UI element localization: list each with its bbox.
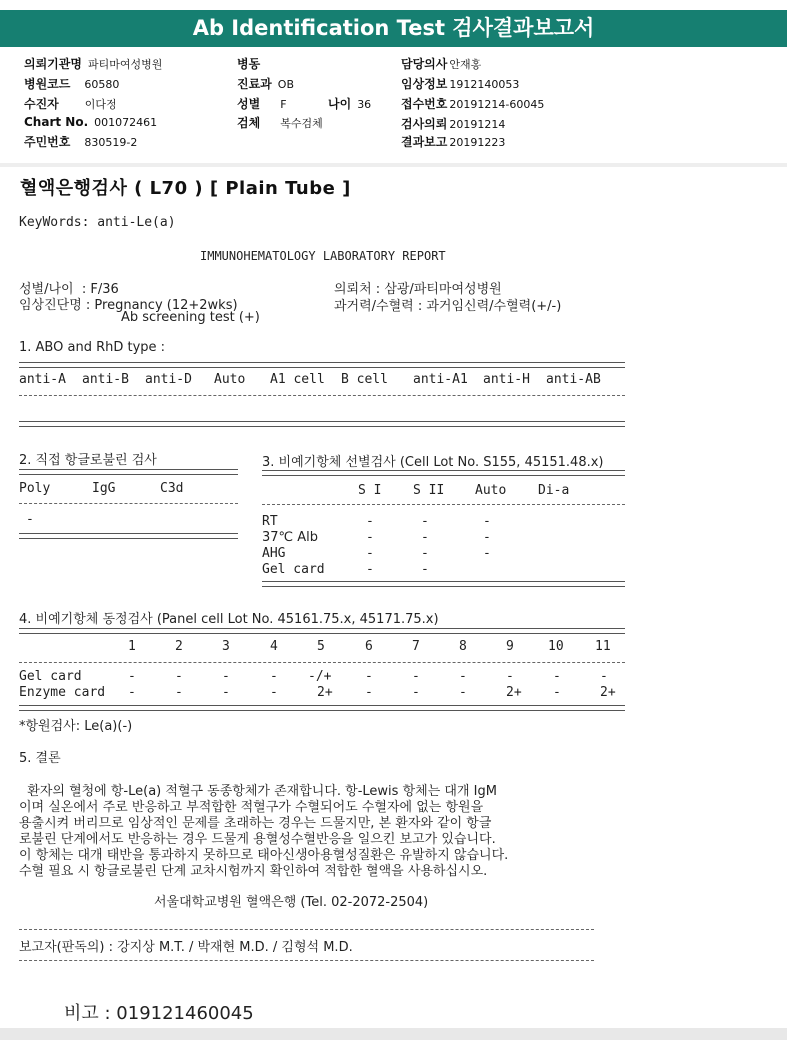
sec4-cell: - — [222, 669, 230, 684]
reporter: 보고자(판독의) : 강지상 M.T. / 박재현 M.D. / 김형석 M.D. — [19, 940, 353, 955]
sec3-row-label: RT — [262, 514, 278, 529]
sec4-row-label: Gel card — [19, 669, 82, 684]
remark: 비고 : 019121460045 — [64, 1003, 254, 1024]
top-strip — [0, 0, 787, 8]
lab-report — [0, 167, 787, 1027]
sec4-cell: - — [459, 669, 467, 684]
referrer: 의뢰처 : 삼광/파티마여성병원 — [334, 282, 502, 297]
sec3-header: S II — [413, 483, 445, 498]
info-specimen: 검체 복수검체 — [237, 116, 323, 130]
sec3-cell: - — [366, 530, 374, 545]
info-request: 검사의뢰 20191214 — [401, 117, 506, 131]
info-sex: 성별 F — [237, 97, 287, 111]
sec3-cell: - — [421, 530, 429, 545]
sec3-header: S I — [358, 483, 382, 498]
blood-bank-contact: 서울대학교병원 혈액은행 (Tel. 02-2072-2504) — [154, 895, 429, 910]
sec5-title: 5. 결론 — [19, 751, 61, 766]
sec4-header: 3 — [222, 639, 230, 654]
info-receipt: 접수번호 20191214-60045 — [401, 97, 545, 111]
sec1-header: B cell — [341, 372, 388, 387]
sec4-row-label: Enzyme card — [19, 685, 106, 700]
sex-age: 성별/나이 : F/36 — [19, 282, 119, 297]
conclusion-line: 용출시켜 버리므로 임상적인 문제를 초래하는 경우는 드물지만, 본 환자와 같이 항글 — [19, 816, 492, 831]
sec2-bottom-line — [19, 533, 238, 539]
sec4-cell: - — [365, 685, 373, 700]
sec1-header: anti-D — [145, 372, 192, 387]
lab-report-heading: IMMUNOHEMATOLOGY LABORATORY REPORT — [200, 249, 446, 263]
sec4-header: 11 — [595, 639, 611, 654]
sec3-cell: - — [366, 514, 374, 529]
sec1-header: anti-A — [19, 372, 66, 387]
sec4-cell: - — [600, 669, 608, 684]
sec4-cell: - — [222, 685, 230, 700]
sec3-bottom-line — [262, 581, 625, 587]
sec3-cell: - — [483, 546, 491, 561]
sec1-double-line — [19, 362, 625, 368]
sec4-header: 7 — [412, 639, 420, 654]
sec2-header: IgG — [92, 481, 116, 496]
sec4-header: 9 — [506, 639, 514, 654]
sec4-cell: 2+ — [600, 685, 616, 700]
diagnosis-line1: 임상진단명 : Pregnancy (12+2wks) — [19, 298, 238, 313]
sec1-header: anti-H — [483, 372, 530, 387]
sec3-cell: - — [483, 530, 491, 545]
sec4-cell: 2+ — [317, 685, 333, 700]
sec4-cell: - — [553, 685, 561, 700]
sec4-header: 10 — [548, 639, 564, 654]
info-ward: 병동 — [237, 57, 261, 71]
keywords: KeyWords: anti-Le(a) — [19, 215, 176, 230]
sec2-value: - — [26, 512, 34, 527]
sec3-header: Di-a — [538, 483, 570, 498]
info-dept: 진료과 OB — [237, 77, 294, 91]
sec4-dashed-line — [19, 662, 625, 663]
sec4-cell: - — [459, 685, 467, 700]
info-hospital: 의뢰기관명 파티마여성병원 — [24, 57, 163, 71]
sec1-dashed-line — [19, 395, 625, 396]
diagnosis-line2: Ab screening test (+) — [121, 310, 260, 325]
sec4-header: 1 — [128, 639, 136, 654]
sec3-row-label: AHG — [262, 546, 286, 561]
info-chart-no: Chart No. 001072461 — [24, 115, 158, 129]
sec4-cell: - — [506, 669, 514, 684]
sec3-header: Auto — [475, 483, 507, 498]
sec2-header: C3d — [160, 481, 184, 496]
sec4-cell: - — [270, 669, 278, 684]
sec4-cell: - — [365, 669, 373, 684]
sec4-cell: - — [270, 685, 278, 700]
sec4-header: 6 — [365, 639, 373, 654]
report-title: 혈액은행검사 ( L70 ) [ Plain Tube ] — [20, 178, 351, 199]
sec4-cell: - — [128, 669, 136, 684]
sec4-cell: - — [128, 685, 136, 700]
signature-bottom-line — [19, 960, 594, 961]
conclusion-line: 로불린 단계에서도 반응하는 경우 드물게 용혈성수혈반응을 일으킨 보고가 있습니다. — [19, 832, 496, 847]
sec1-header: A1 cell — [270, 372, 325, 387]
conclusion-line: 이 항체는 대개 태반을 통과하지 못하므로 태아신생아용혈성질환은 유발하지 않습니다. — [19, 848, 509, 863]
sec1-header: anti-A1 — [413, 372, 468, 387]
sec4-cell: - — [175, 685, 183, 700]
transfusion-history: 과거력/수혈력 : 과거임신력/수혈력(+/-) — [334, 299, 562, 314]
sec4-double-line — [19, 628, 625, 634]
sec2-header: Poly — [19, 481, 51, 496]
sec1-header: anti-AB — [546, 372, 601, 387]
info-doctor: 담당의사 안재홍 — [401, 57, 482, 71]
sec4-header: 5 — [317, 639, 325, 654]
sec3-cell: - — [421, 562, 429, 577]
sec1-bottom-line — [19, 421, 625, 427]
info-rrn: 주민번호 830519-2 — [24, 135, 138, 149]
sec4-cell: 2+ — [506, 685, 522, 700]
sec3-cell: - — [421, 514, 429, 529]
sec3-title: 3. 비예기항체 선별검사 (Cell Lot No. S155, 45151.48.x) — [262, 455, 604, 470]
sec4-cell: - — [412, 685, 420, 700]
info-result: 결과보고 20191223 — [401, 135, 506, 149]
sec3-dashed-line — [262, 504, 625, 505]
conclusion-line: 이며 실온에서 주로 반응하고 부적합한 적혈구가 수혈되어도 수혈자에 없는 항원을 — [19, 800, 484, 815]
info-age: 나이 36 — [328, 97, 372, 111]
sec2-dashed-line — [19, 503, 238, 504]
sec1-header: Auto — [214, 372, 246, 387]
bottom-strip — [0, 1028, 787, 1040]
sec4-cell: - — [412, 669, 420, 684]
sec4-title: 4. 비예기항체 동정검사 (Panel cell Lot No. 45161.75.x, 45171.75.x) — [19, 612, 439, 627]
sec3-cell: - — [366, 562, 374, 577]
sec3-cell: - — [483, 514, 491, 529]
sec4-bottom-line — [19, 705, 625, 711]
patient-info-panel — [0, 47, 787, 164]
sec4-header: 8 — [459, 639, 467, 654]
sec1-header: anti-B — [82, 372, 129, 387]
sec3-cell: - — [366, 546, 374, 561]
conclusion-line: 환자의 혈청에 항-Le(a) 적혈구 동종항체가 존재합니다. 항-Lewis 항체는 대개 IgM — [19, 784, 497, 799]
info-collector: 수진자 이다정 — [24, 97, 117, 111]
sec3-row-label: Gel card — [262, 562, 325, 577]
sec3-row-label: 37℃ Alb — [262, 530, 319, 545]
sec2-double-line — [19, 469, 238, 475]
info-hosp-code: 병원코드 60580 — [24, 77, 120, 91]
sec4-cell: -/+ — [308, 669, 332, 684]
sec4-cell: - — [175, 669, 183, 684]
info-clinical: 임상정보 1912140053 — [401, 77, 520, 91]
conclusion-line: 수혈 필요 시 항글로불린 단계 교차시험까지 확인하여 적합한 혈액을 사용하십시오. — [19, 864, 488, 879]
sec4-header: 2 — [175, 639, 183, 654]
sec4-cell: - — [553, 669, 561, 684]
report-banner-title: Ab Identification Test 검사결과보고서 — [0, 10, 787, 47]
signature-top-line — [19, 929, 594, 930]
sec2-title: 2. 직접 항글로불린 검사 — [19, 453, 157, 468]
sec3-cell: - — [421, 546, 429, 561]
sec4-header: 4 — [270, 639, 278, 654]
sec1-title: 1. ABO and RhD type : — [19, 340, 166, 355]
sec3-double-line — [262, 470, 625, 476]
antigen-test: *항원검사: Le(a)(-) — [19, 719, 133, 734]
